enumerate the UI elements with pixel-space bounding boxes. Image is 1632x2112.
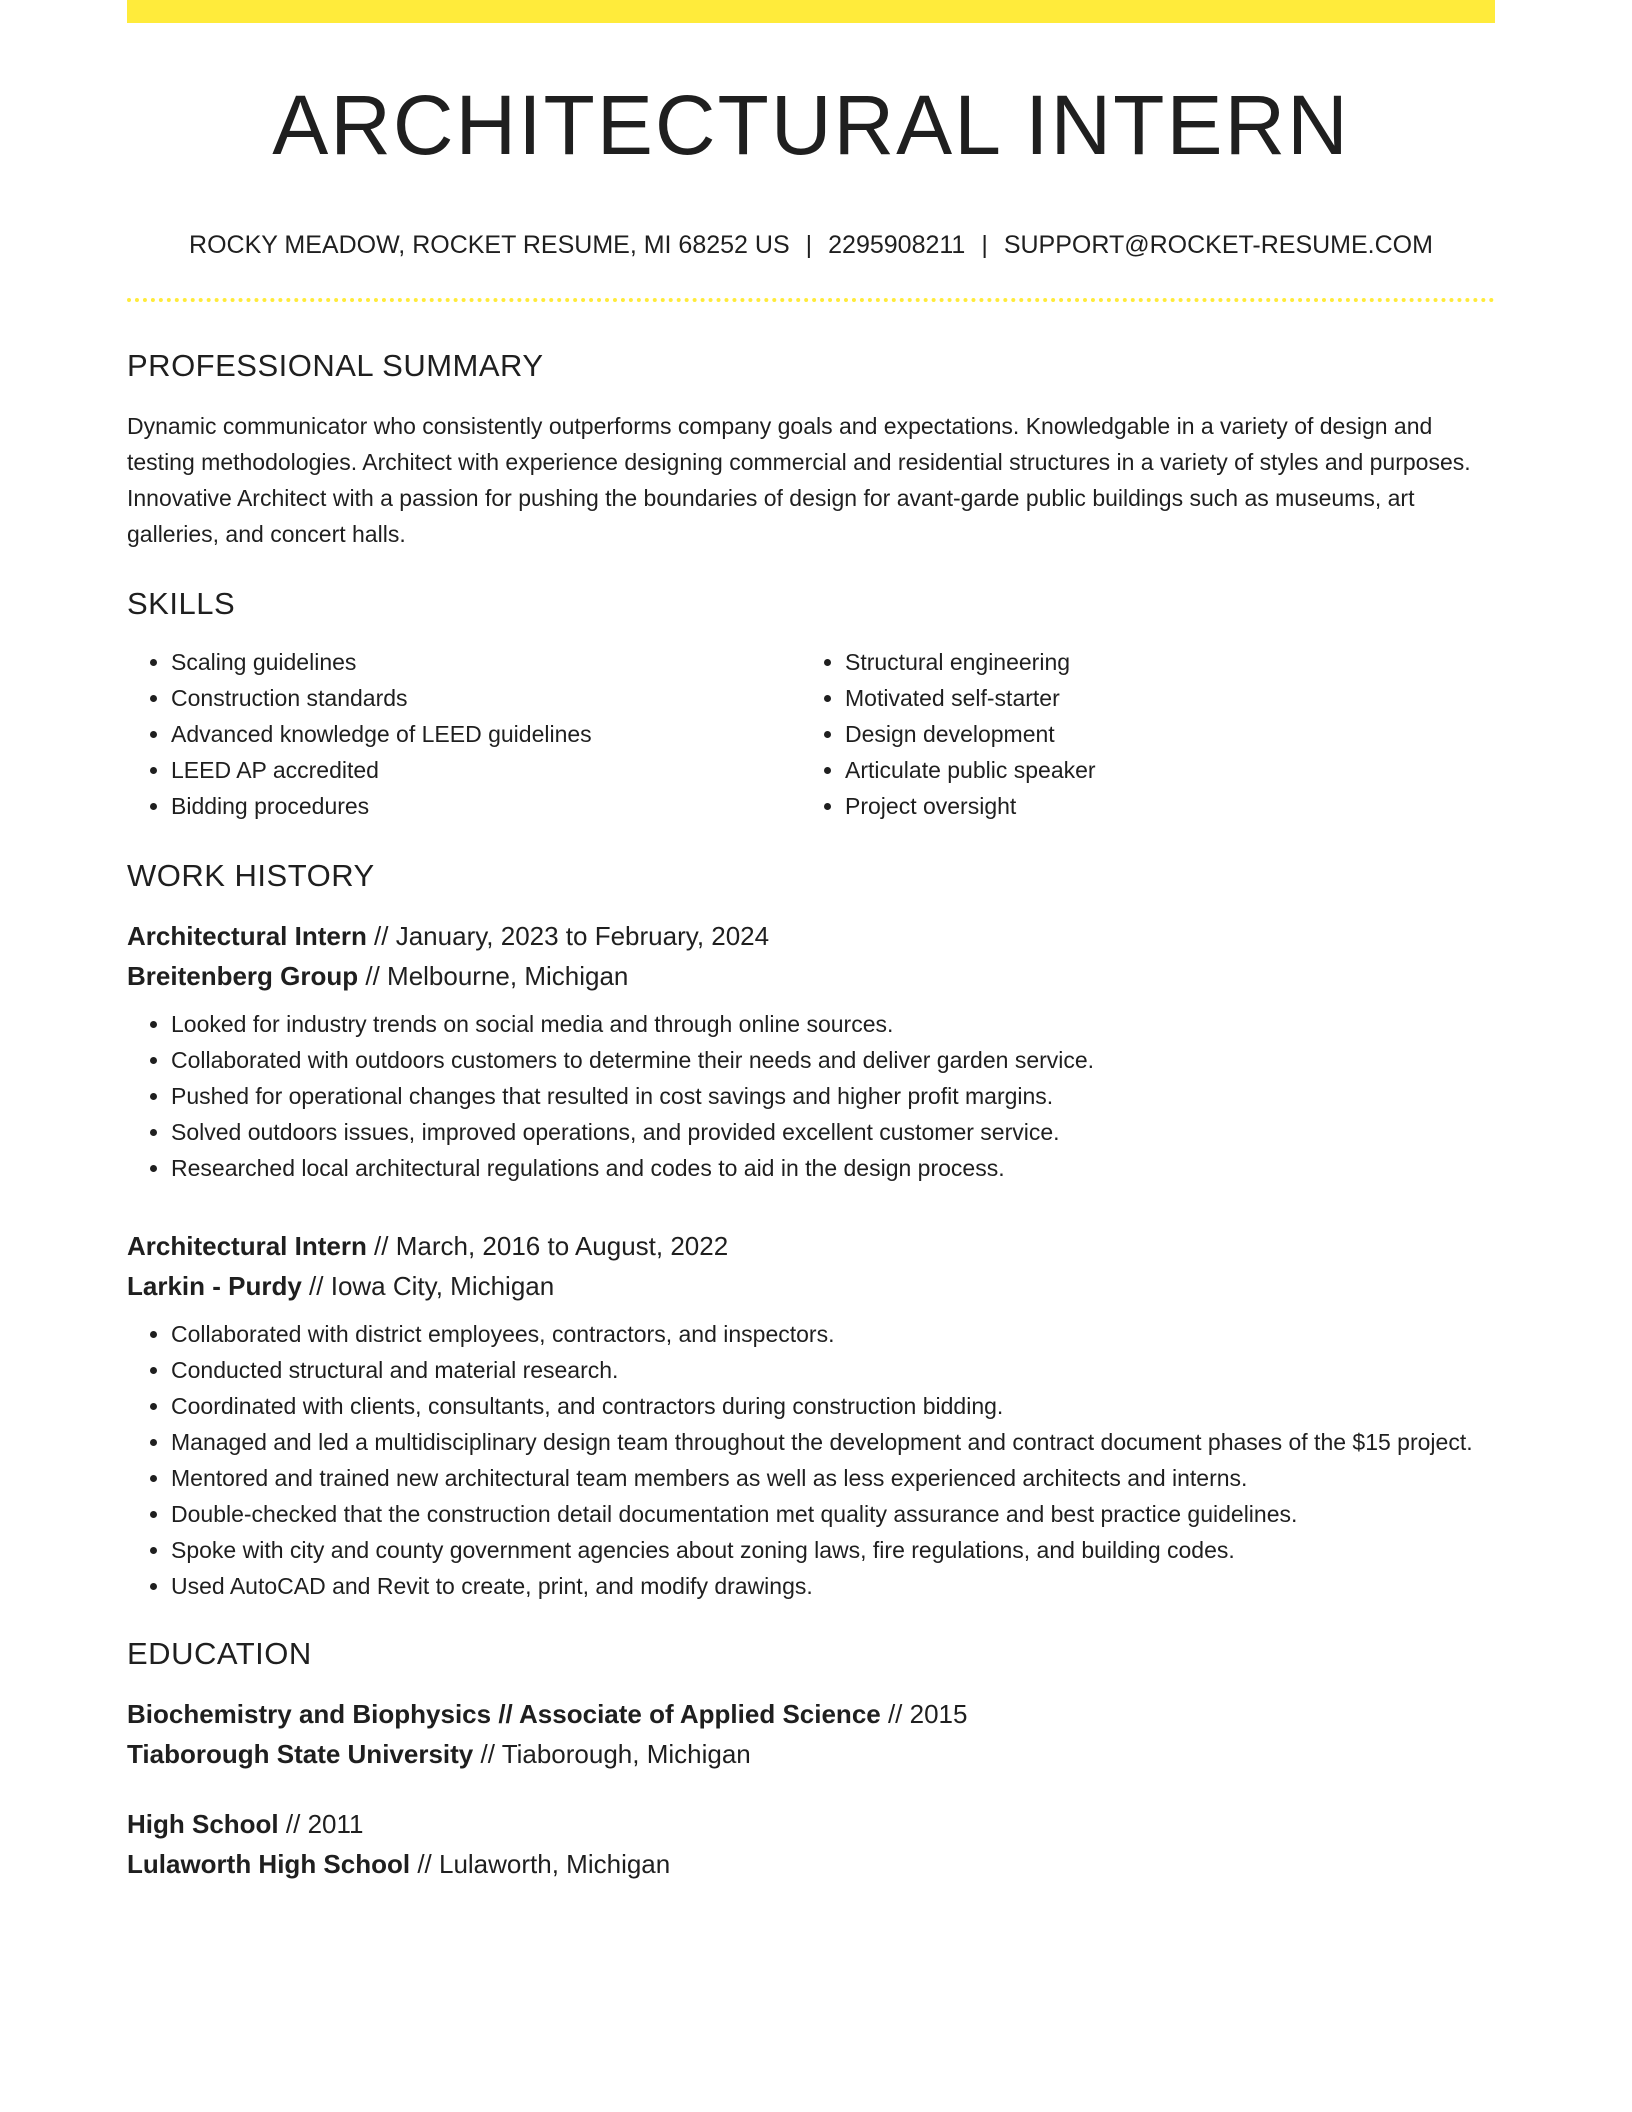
skill-item: • Motivated self-starter (845, 680, 1475, 716)
top-accent-bar (127, 0, 1495, 23)
job-company-line (127, 956, 1495, 996)
skill-item: • Project oversight (845, 788, 1475, 824)
education-entry (127, 1694, 1495, 1774)
resume-name-title: ARCHITECTURAL INTERN (272, 78, 1350, 172)
education-degree: High School (127, 1809, 279, 1839)
job-role: Architectural Intern (127, 1231, 367, 1261)
job-bullets (127, 1316, 1495, 1604)
job-bullet: • Managed and led a multidisciplinary design team throughout the development and contract document phases of the $15 project. (171, 1424, 1495, 1460)
resume-page (127, 0, 1495, 1884)
job-bullet: • Researched local architectural regulations and codes to aid in the design process. (171, 1150, 1495, 1186)
job-bullet: • Double-checked that the construction detail documentation met quality assurance and best practice guidelines. (171, 1496, 1495, 1532)
job-bullet: • Spoke with city and county government agencies about zoning laws, fire regulations, and building codes. (171, 1532, 1495, 1568)
skill-item: • Design development (845, 716, 1475, 752)
education-location: // Tiaborough, Michigan (473, 1739, 751, 1769)
contact-address: ROCKY MEADOW, ROCKET RESUME, MI 68252 US (189, 231, 790, 259)
education-degree-line (127, 1694, 1495, 1734)
job-bullet: • Collaborated with outdoors customers to determine their needs and deliver garden service. (171, 1042, 1495, 1078)
job-bullet: • Pushed for operational changes that resulted in cost savings and higher profit margins. (171, 1078, 1495, 1114)
education-year: // 2011 (278, 1809, 364, 1839)
contact-line (127, 233, 1495, 258)
job-entry (127, 1226, 1495, 1604)
skill-item: • Articulate public speaker (845, 752, 1475, 788)
education-school: Lulaworth High School (127, 1849, 411, 1879)
job-bullets (127, 1006, 1495, 1186)
dotted-divider (127, 298, 1495, 302)
contact-phone: 2295908211 (828, 231, 966, 259)
skill-item: • Scaling guidelines (171, 644, 801, 680)
job-bullet: • Used AutoCAD and Revit to create, print, and modify drawings. (171, 1568, 1495, 1604)
job-company: Breitenberg Group (127, 961, 359, 991)
summary-text: Dynamic communicator who consistently outperforms company goals and expectations. Knowledgable in a variety of design and testing methodologies. Architect with experience designing commercial and residential structures in a variety of styles and purposes. Innovative Architect with a passion for pushing the boundaries of design for avant-garde public buildings such as museums, art galleries, and concert halls. (127, 413, 1471, 547)
skill-item: • Structural engineering (845, 644, 1475, 680)
education-degree: Biochemistry and Biophysics // Associate of Applied Science (127, 1699, 881, 1729)
contact-email: SUPPORT@ROCKET-RESUME.COM (1003, 231, 1433, 259)
job-company-line (127, 1266, 1495, 1306)
job-bullet: • Collaborated with district employees, contractors, and inspectors. (171, 1316, 1495, 1352)
job-dates: // January, 2023 to February, 2024 (366, 921, 770, 951)
education-year: // 2015 (880, 1699, 968, 1729)
section-title-summary: PROFESSIONAL SUMMARY (127, 348, 544, 383)
education-degree-line (127, 1804, 1495, 1844)
skill-item: • Advanced knowledge of LEED guidelines (171, 716, 801, 752)
section-title-work-history: WORK HISTORY (127, 858, 375, 893)
section-title-education: EDUCATION (127, 1636, 312, 1671)
job-location: // Melbourne, Michigan (358, 961, 629, 991)
skill-item: • Construction standards (171, 680, 801, 716)
skills-list-right (801, 644, 1475, 824)
job-dates: // March, 2016 to August, 2022 (366, 1231, 729, 1261)
job-entry (127, 916, 1495, 1186)
education-school: Tiaborough State University (127, 1739, 474, 1769)
job-bullet: • Mentored and trained new architectural team members as well as less experienced architects and interns. (171, 1460, 1495, 1496)
contact-separator: | (981, 231, 988, 259)
job-bullet: • Solved outdoors issues, improved operations, and provided excellent customer service. (171, 1114, 1495, 1150)
job-location: // Iowa City, Michigan (301, 1271, 555, 1301)
job-company: Larkin - Purdy (127, 1271, 302, 1301)
skills-list-left (127, 644, 801, 824)
skill-item: • Bidding procedures (171, 788, 801, 824)
education-school-line (127, 1844, 1495, 1884)
section-title-skills: SKILLS (127, 586, 236, 621)
job-bullet: • Looked for industry trends on social media and through online sources. (171, 1006, 1495, 1042)
job-bullet: • Conducted structural and material research. (171, 1352, 1495, 1388)
job-bullet: • Coordinated with clients, consultants, and contractors during construction bidding. (171, 1388, 1495, 1424)
education-entry (127, 1804, 1495, 1884)
skills-columns (127, 644, 1495, 824)
job-title-line (127, 916, 1495, 956)
job-title-line (127, 1226, 1495, 1266)
education-location: // Lulaworth, Michigan (410, 1849, 671, 1879)
contact-separator: | (805, 231, 813, 259)
education-school-line (127, 1734, 1495, 1774)
skill-item: • LEED AP accredited (171, 752, 801, 788)
job-role: Architectural Intern (127, 921, 367, 951)
